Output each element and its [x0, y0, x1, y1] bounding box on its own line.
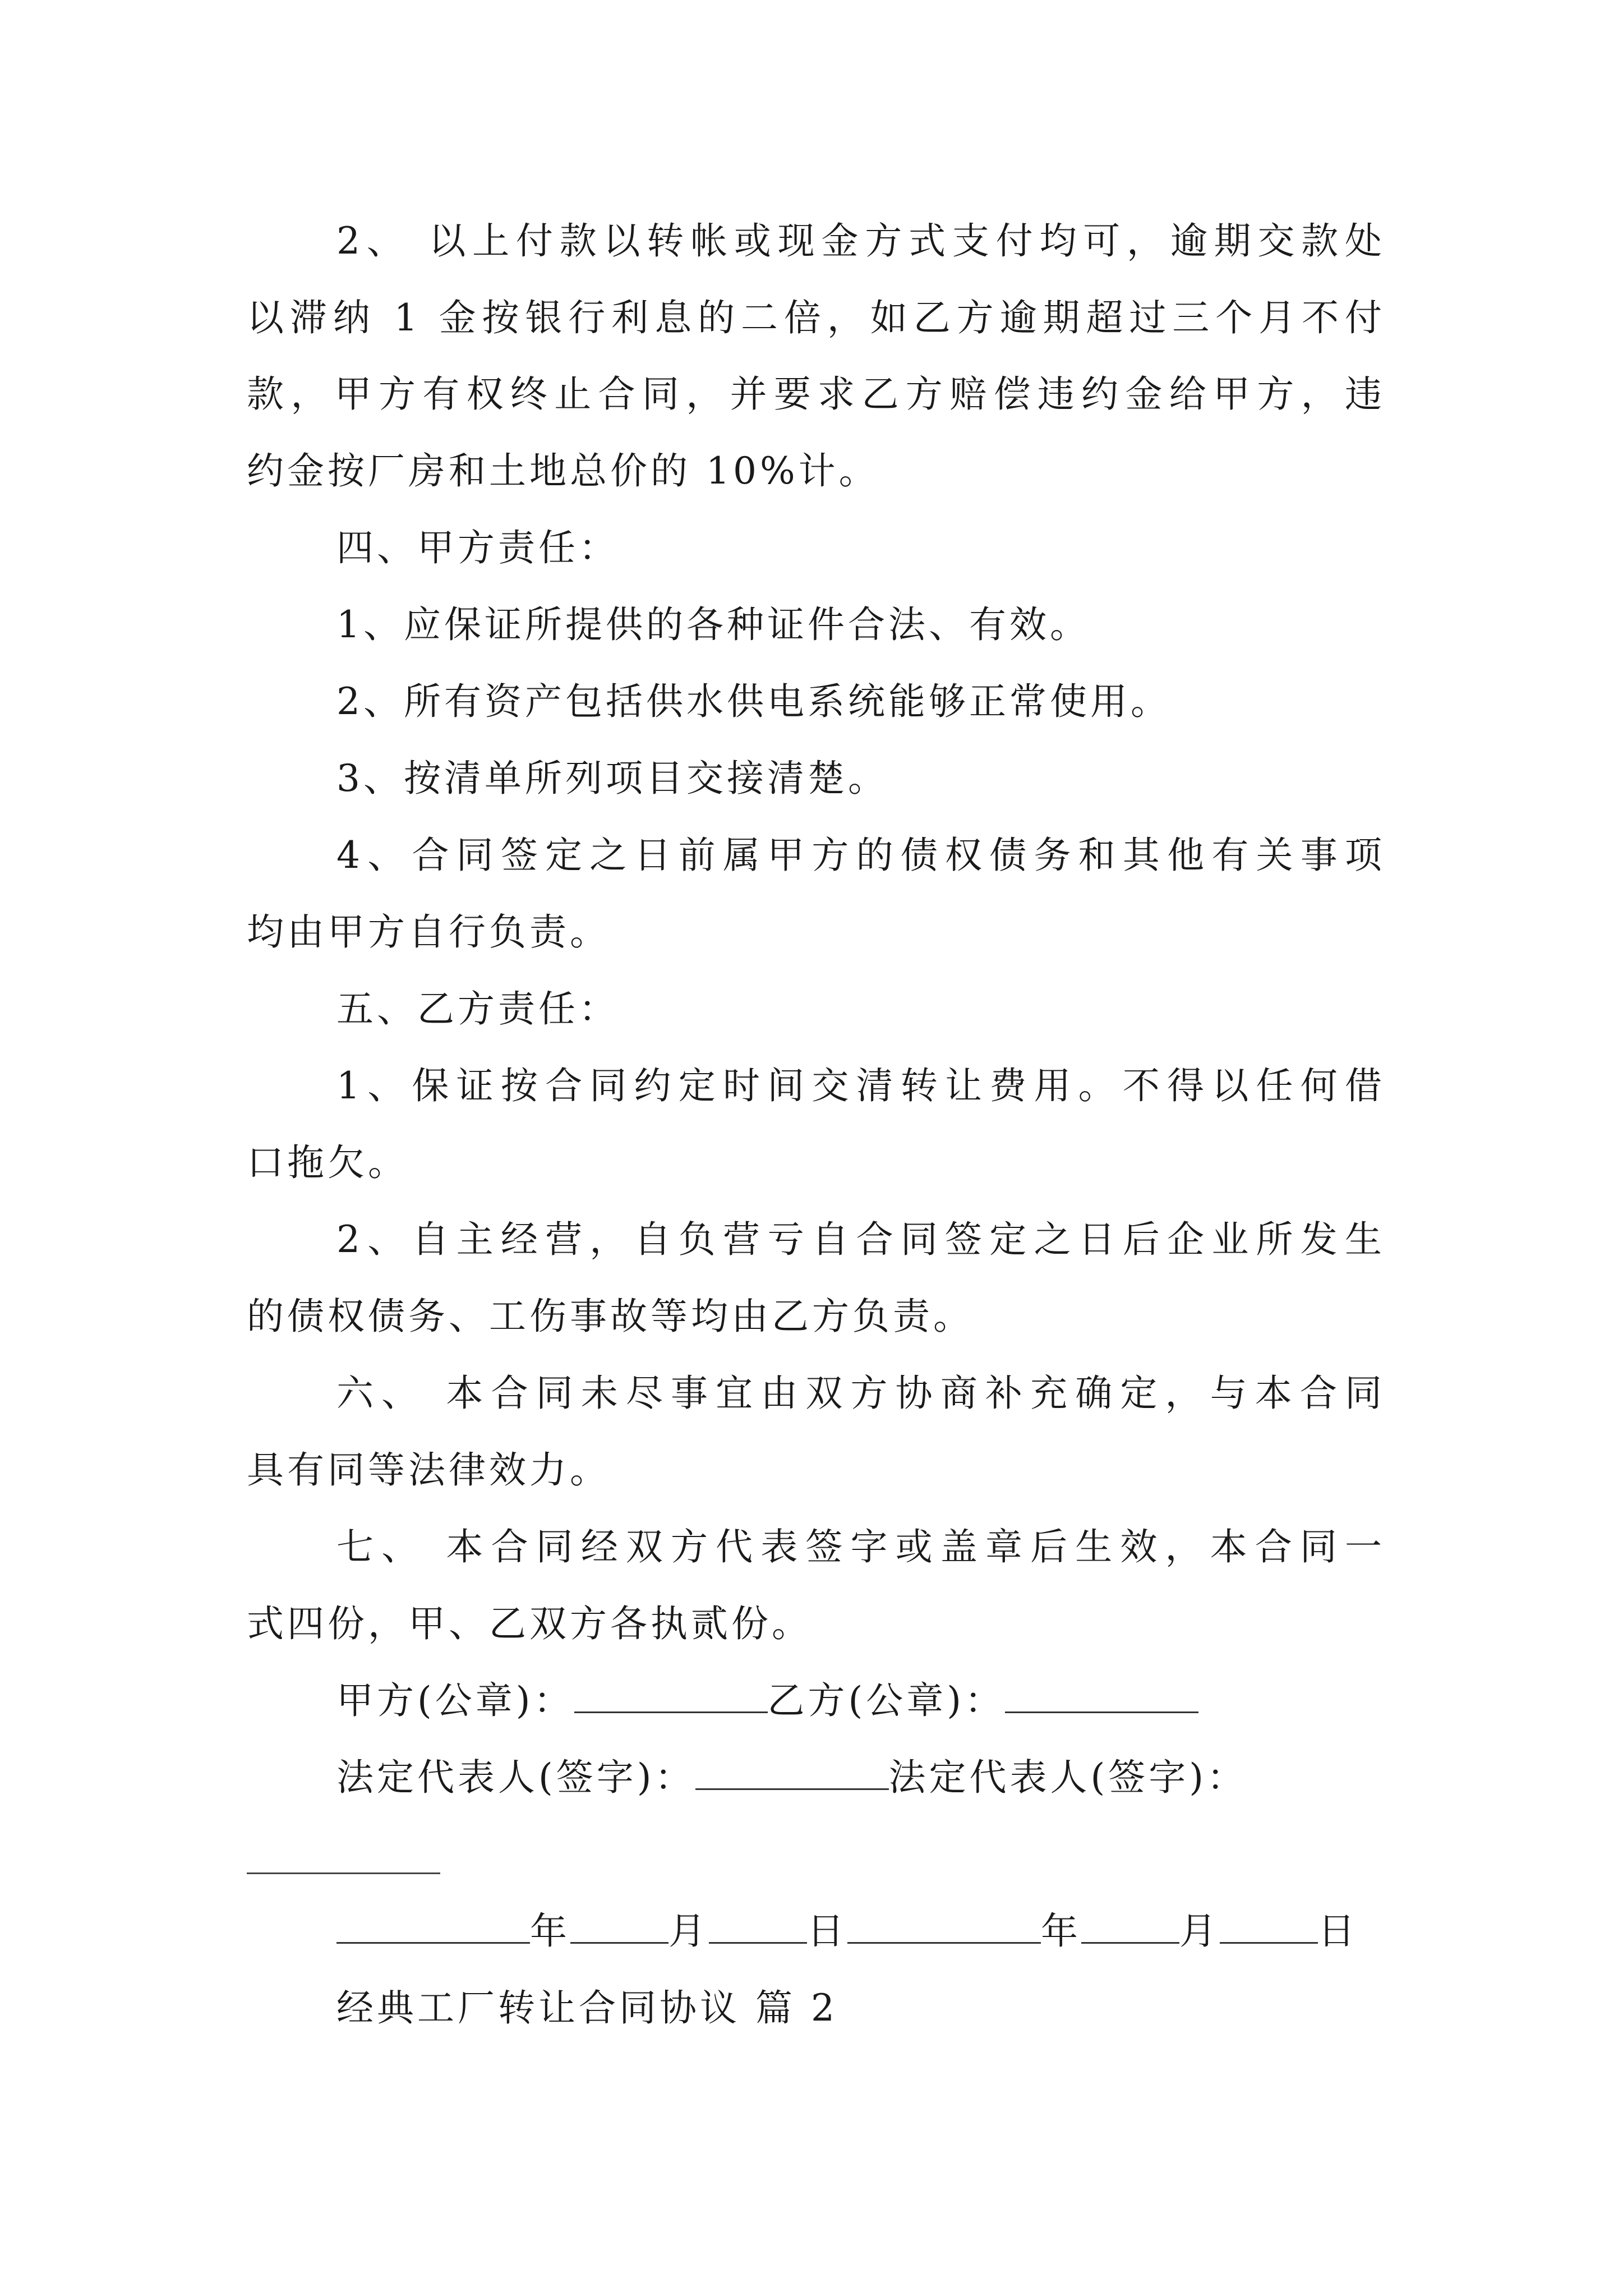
payment-clause-line-2: 以滞纳 1 金按银行利息的二倍，如乙方逾期超过三个月不付 [247, 296, 1385, 339]
section-4-item-4-line-1: 4、合同签定之日前属甲方的债权债务和其他有关事项 [336, 834, 1385, 877]
party-a-month-blank [570, 1907, 668, 1944]
party-a-seal-label: 甲方(公章)： [336, 1679, 574, 1722]
section-5-item-1-line-1: 1、保证按合同约定时间交清转让费用。不得以任何借 [336, 1064, 1385, 1107]
party-b-day-label: 日 [1318, 1910, 1358, 1953]
party-a-day-label: 日 [807, 1910, 847, 1953]
section-5-item-2-line-2: 的债权债务、工伤事故等均由乙方负责。 [247, 1295, 974, 1338]
party-seal-row [336, 1676, 1385, 1726]
section-6-line-2: 具有同等法律效力。 [247, 1448, 610, 1492]
section-4-heading: 四、甲方责任： [336, 526, 619, 569]
party-b-rep-label: 法定代表人(签字)： [888, 1756, 1247, 1799]
party-b-year-blank [847, 1907, 1041, 1944]
party-b-rep-blank [247, 1872, 440, 1874]
payment-clause-line-3: 款，甲方有权终止合同，并要求乙方赔偿违约金给甲方，违 [247, 372, 1385, 416]
party-a-year-label: 年 [530, 1910, 570, 1953]
section-7-line-2: 式四份，甲、乙双方各执贰份。 [247, 1602, 812, 1645]
party-b-day-blank [1220, 1907, 1318, 1944]
party-b-seal-blank [1005, 1677, 1198, 1713]
party-a-rep-blank [695, 1754, 889, 1790]
party-a-rep-label: 法定代表人(签字)： [336, 1756, 695, 1799]
section-5-item-1-line-2: 口拖欠。 [247, 1141, 408, 1184]
party-a-year-blank [336, 1907, 530, 1944]
party-b-month-label: 月 [1179, 1910, 1220, 1953]
section-4-item-1: 1、应保证所提供的各种证件合法、有效。 [336, 603, 1090, 646]
section-4-item-4-line-2: 均由甲方自行负责。 [247, 910, 610, 954]
next-agreement-heading: 经典工厂转让合同协议 篇 2 [336, 1986, 838, 2030]
party-a-seal-blank [574, 1677, 768, 1713]
section-4-item-3: 3、按清单所列项目交接清楚。 [336, 757, 888, 800]
section-4-item-2: 2、所有资产包括供水供电系统能够正常使用。 [336, 680, 1171, 723]
date-row [336, 1906, 1385, 1957]
party-b-month-blank [1081, 1907, 1179, 1944]
party-a-month-label: 月 [668, 1910, 709, 1953]
party-b-year-label: 年 [1041, 1910, 1081, 1953]
legal-rep-row [336, 1752, 1385, 1803]
section-5-heading: 五、乙方责任： [336, 987, 619, 1030]
party-b-seal-label: 乙方(公章)： [767, 1679, 1005, 1722]
section-5-item-2-line-1: 2、自主经营，自负营亏自合同签定之日后企业所发生 [336, 1218, 1385, 1261]
payment-clause-line-4: 约金按厂房和土地总价的 10%计。 [247, 449, 879, 493]
payment-clause-line-1: 2、 以上付款以转帐或现金方式支付均可，逾期交款处 [336, 219, 1385, 263]
section-7-line-1: 七、 本合同经双方代表签字或盖章后生效，本合同一 [336, 1525, 1385, 1568]
section-6-line-1: 六、 本合同未尽事宜由双方协商补充确定，与本合同 [336, 1372, 1385, 1415]
party-a-day-blank [709, 1907, 807, 1944]
